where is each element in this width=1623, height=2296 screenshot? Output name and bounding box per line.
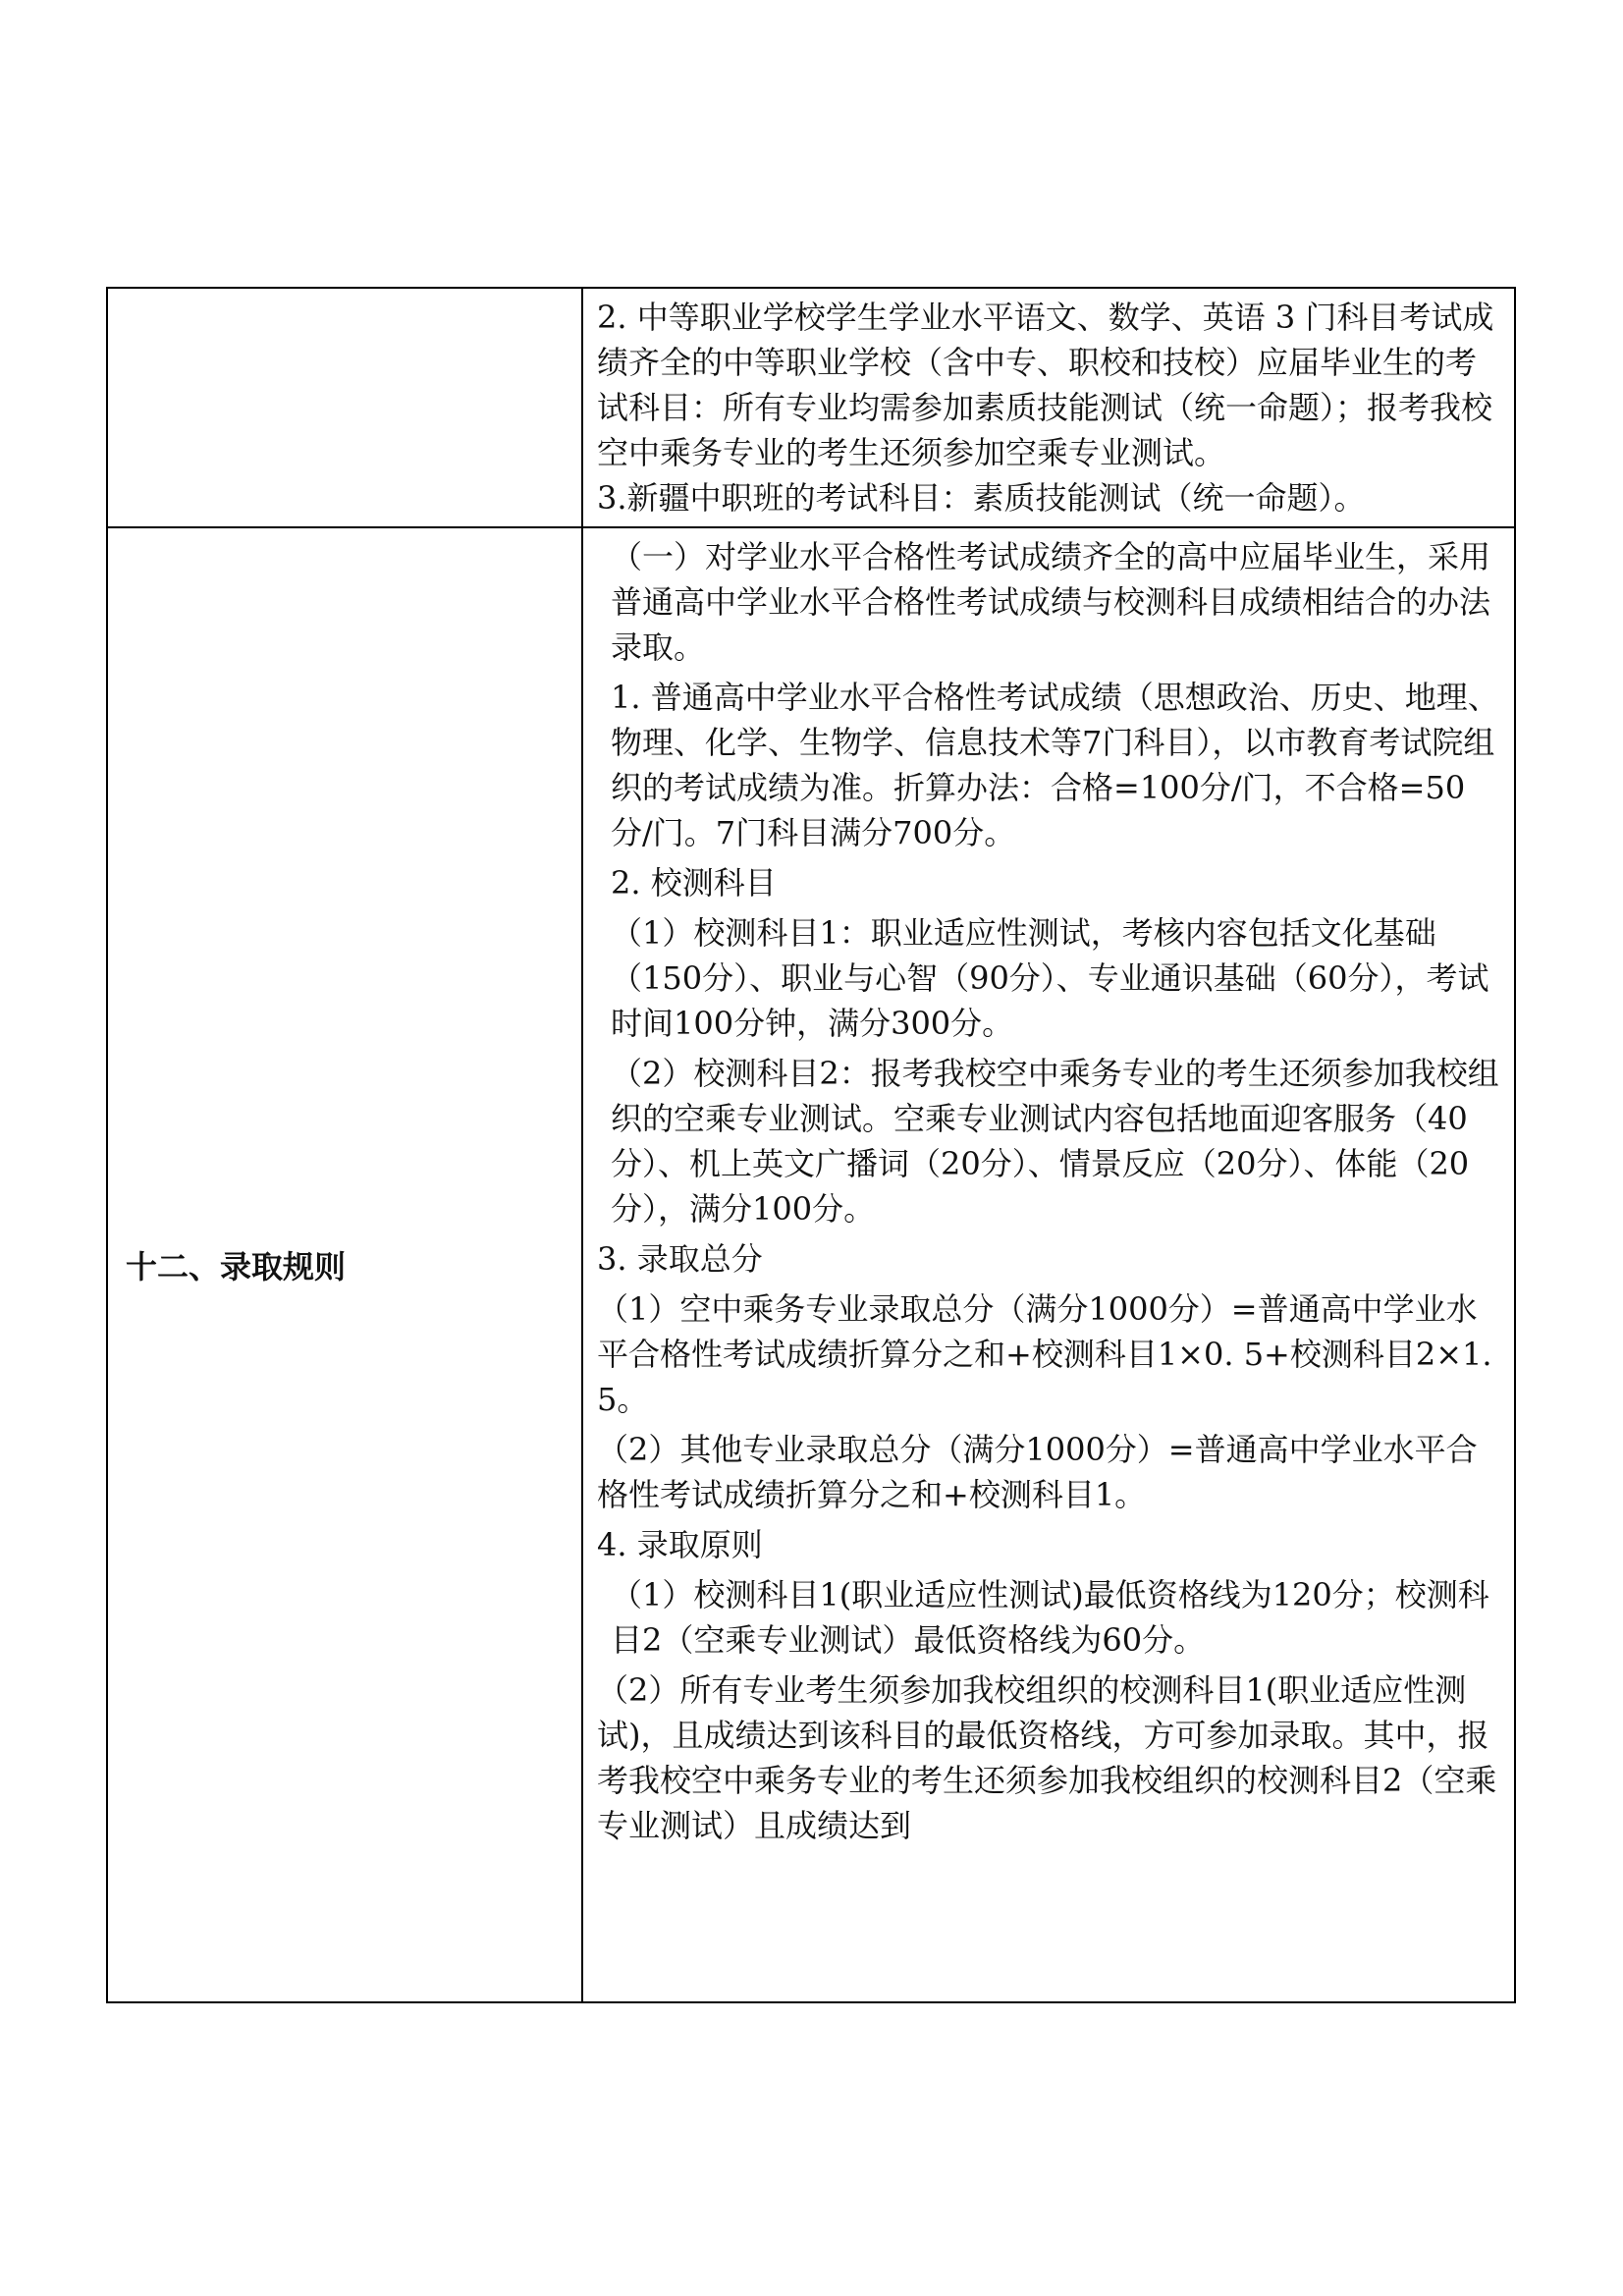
table-row bbox=[107, 527, 1515, 2002]
paragraph-test-1: （1）校测科目1：职业适应性测试，考核内容包括文化基础（150分）、职业与心智（90分）、专业通识基础（60分），考试时间100分钟，满分300分。 bbox=[611, 914, 1489, 1042]
paragraph-test-2: （2）校测科目2：报考我校空中乘务专业的考生还须参加我校组织的空乘专业测试。空乘专业测试内容包括地面迎客服务（40分）、机上英文广播词（20分）、情景反应（20分）、体能（20分），满分100分。 bbox=[611, 1055, 1499, 1228]
paragraph-total-other: （2）其他专业录取总分（满分1000分）=普通高中学业水平合格性考试成绩折算分之和+校测科目1。 bbox=[597, 1431, 1478, 1513]
paragraph-min-lines: （1）校测科目1(职业适应性测试)最低资格线为120分；校测科目2（空乘专业测试）最低资格线为60分。 bbox=[611, 1576, 1489, 1659]
paragraph-subject-xinjiang: 3.新疆中职班的考试科目：素质技能测试（统一命题）。 bbox=[597, 479, 1366, 517]
paragraph-total-flight-attendant: （1）空中乘务专业录取总分（满分1000分）=普通高中学业水平合格性考试成绩折算分之和+校测科目1×0. 5+校测科目2×1. 5。 bbox=[597, 1290, 1492, 1418]
section-label-admission-rules: 十二、录取规则 bbox=[107, 527, 582, 2002]
heading-total-score: 3. 录取总分 bbox=[597, 1240, 763, 1278]
row-content-cell bbox=[582, 288, 1515, 527]
row-label-cell bbox=[107, 288, 582, 527]
paragraph-intro: （一）对学业水平合格性考试成绩齐全的高中应届毕业生，采用普通高中学业水平合格性考试成绩与校测科目成绩相结合的办法录取。 bbox=[611, 538, 1491, 666]
paragraph-academic-score: 1. 普通高中学业水平合格性考试成绩（思想政治、历史、地理、物理、化学、生物学、信息技术等7门科目），以市教育考试院组织的考试成绩为准。折算办法：合格=100分/门，不合格=50分/门。7门科目满分700分。 bbox=[611, 679, 1499, 851]
paragraph-subject-vocational: 2. 中等职业学校学生学业水平语文、数学、英语 3 门科目考试成绩齐全的中等职业学校（含中专、职校和技校）应届毕业生的考试科目：所有专业均需参加素质技能测试（统一命题）；报考我校空中乘务专业的考生还须参加空乘专业测试。 bbox=[597, 299, 1494, 471]
admission-table bbox=[106, 287, 1516, 2003]
table-row bbox=[107, 288, 1515, 527]
heading-school-test: 2. 校测科目 bbox=[611, 864, 777, 902]
heading-admission-principle: 4. 录取原则 bbox=[597, 1526, 763, 1563]
row-content-cell bbox=[582, 527, 1515, 2002]
paragraph-requirement: （2）所有专业考生须参加我校组织的校测科目1(职业适应性测试)，且成绩达到该科目的最低资格线，方可参加录取。其中，报考我校空中乘务专业的考生还须参加我校组织的校测科目2（空乘专业测试）且成绩达到 bbox=[597, 1671, 1497, 1844]
